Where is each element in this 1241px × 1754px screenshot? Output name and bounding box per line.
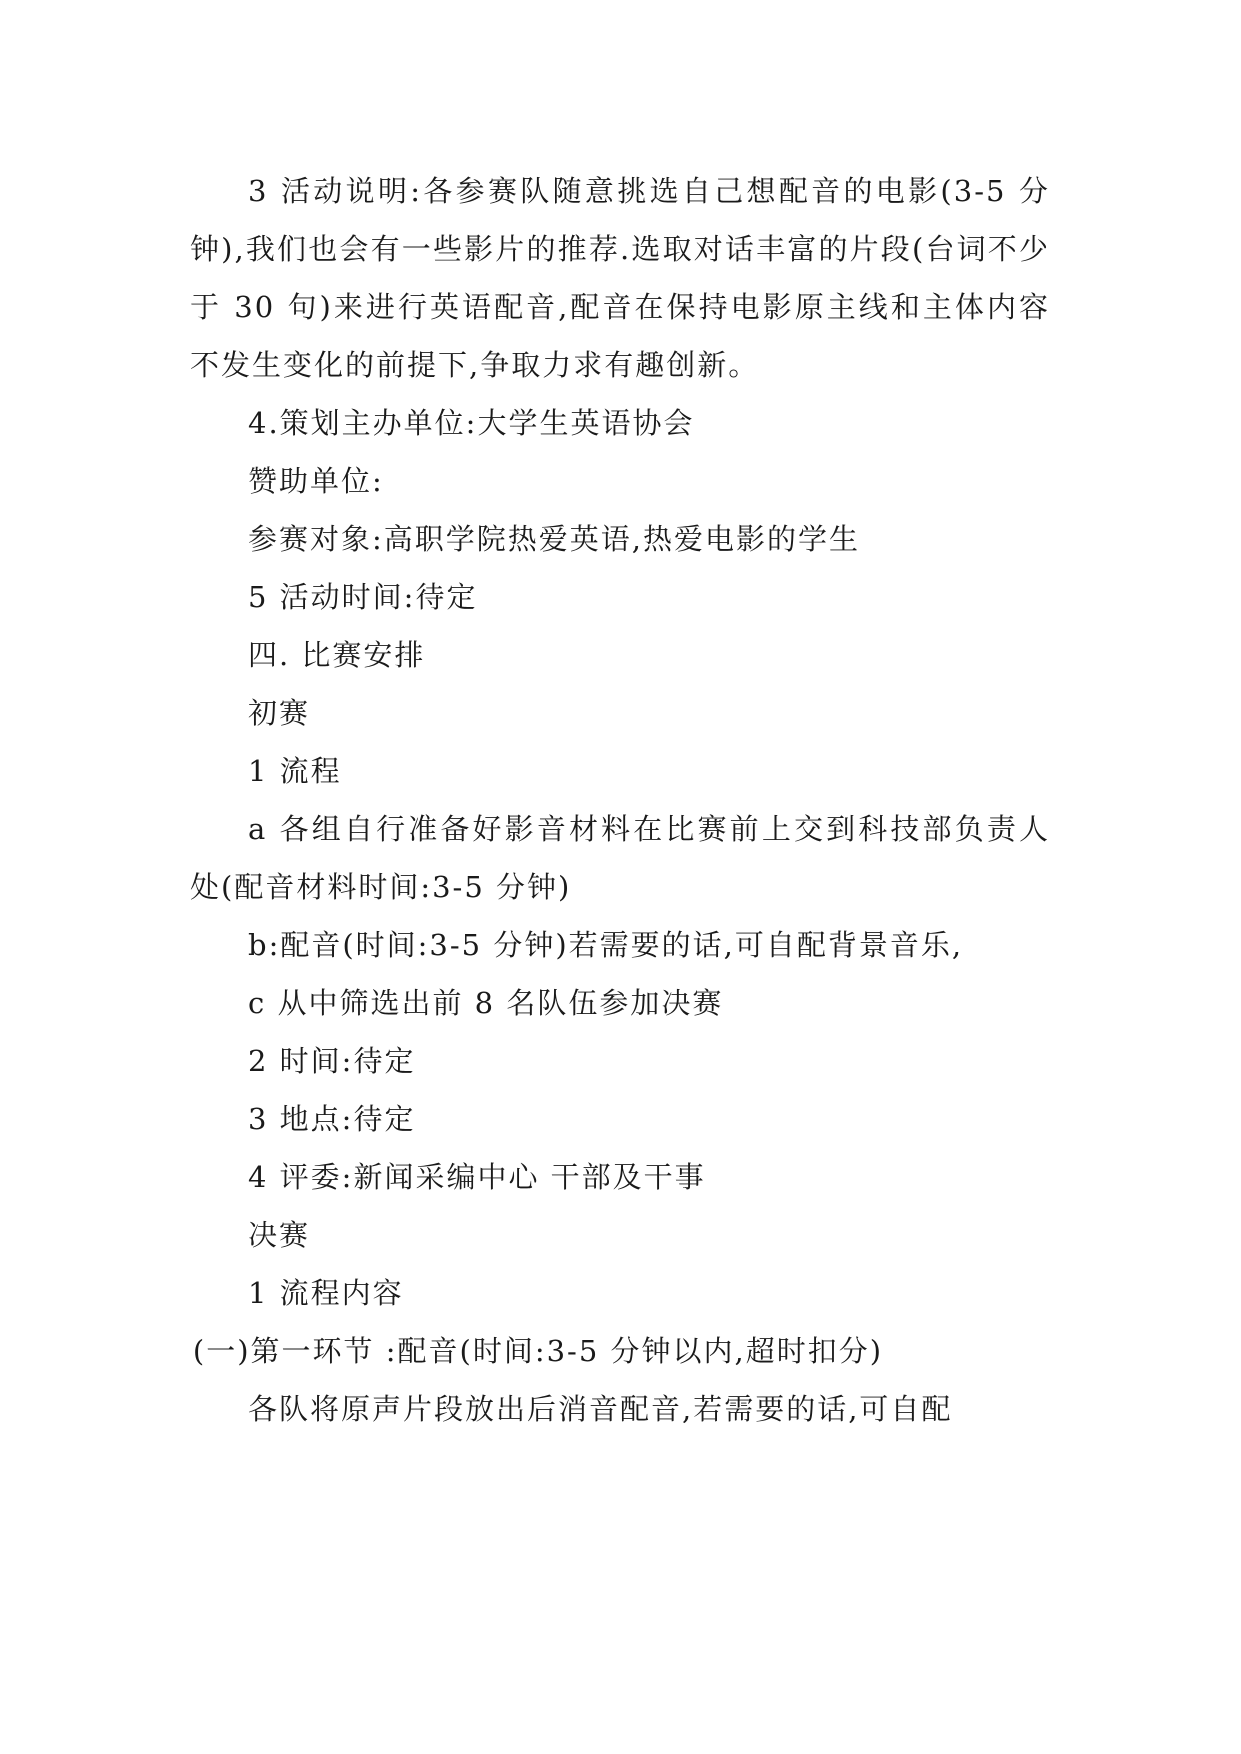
- paragraph-participants: 参赛对象:高职学院热爱英语,热爱电影的学生: [248, 522, 860, 556]
- paragraph-prelim-time: 2 时间:待定: [248, 1044, 416, 1078]
- document-body: [190, 162, 1050, 1438]
- paragraph-step-b: b:配音(时间:3-5 分钟)若需要的话,可自配背景音乐,: [248, 928, 964, 962]
- paragraph-judges: 4 评委:新闻采编中心 干部及干事: [248, 1160, 706, 1194]
- paragraph-first-round: (一)第一环节 :配音(时间:3-5 分钟以内,超时扣分): [192, 1334, 884, 1368]
- paragraph-final-process: 1 流程内容: [248, 1276, 404, 1310]
- paragraph-activity-description: 3 活动说明:各参赛队随意挑选自己想配音的电影(3-5 分钟),我们也会有一些影片的推荐.选取对话丰富的片段(台词不少于 30 句)来进行英语配音,配音在保持电影原主线和主体内容不发生变化的前提下,争取力求有趣创新。: [190, 174, 1050, 382]
- paragraph-process: 1 流程: [248, 754, 342, 788]
- paragraph-step-c: c 从中筛选出前 8 名队伍参加决赛: [248, 986, 724, 1020]
- subheading-final: 决赛: [248, 1218, 311, 1252]
- paragraph-organizer: 4.策划主办单位:大学生英语协会: [248, 406, 695, 440]
- section-heading-schedule: 四. 比赛安排: [248, 638, 426, 672]
- subheading-preliminary: 初赛: [248, 696, 311, 730]
- paragraph-dubbing-instructions: 各队将原声片段放出后消音配音,若需要的话,可自配: [248, 1392, 953, 1426]
- paragraph-sponsor: 赞助单位:: [248, 464, 384, 498]
- paragraph-activity-time: 5 活动时间:待定: [248, 580, 478, 614]
- paragraph-prelim-location: 3 地点:待定: [248, 1102, 416, 1136]
- paragraph-step-a: a 各组自行准备好影音材料在比赛前上交到科技部负责人处(配音材料时间:3-5 分钟): [190, 812, 1050, 904]
